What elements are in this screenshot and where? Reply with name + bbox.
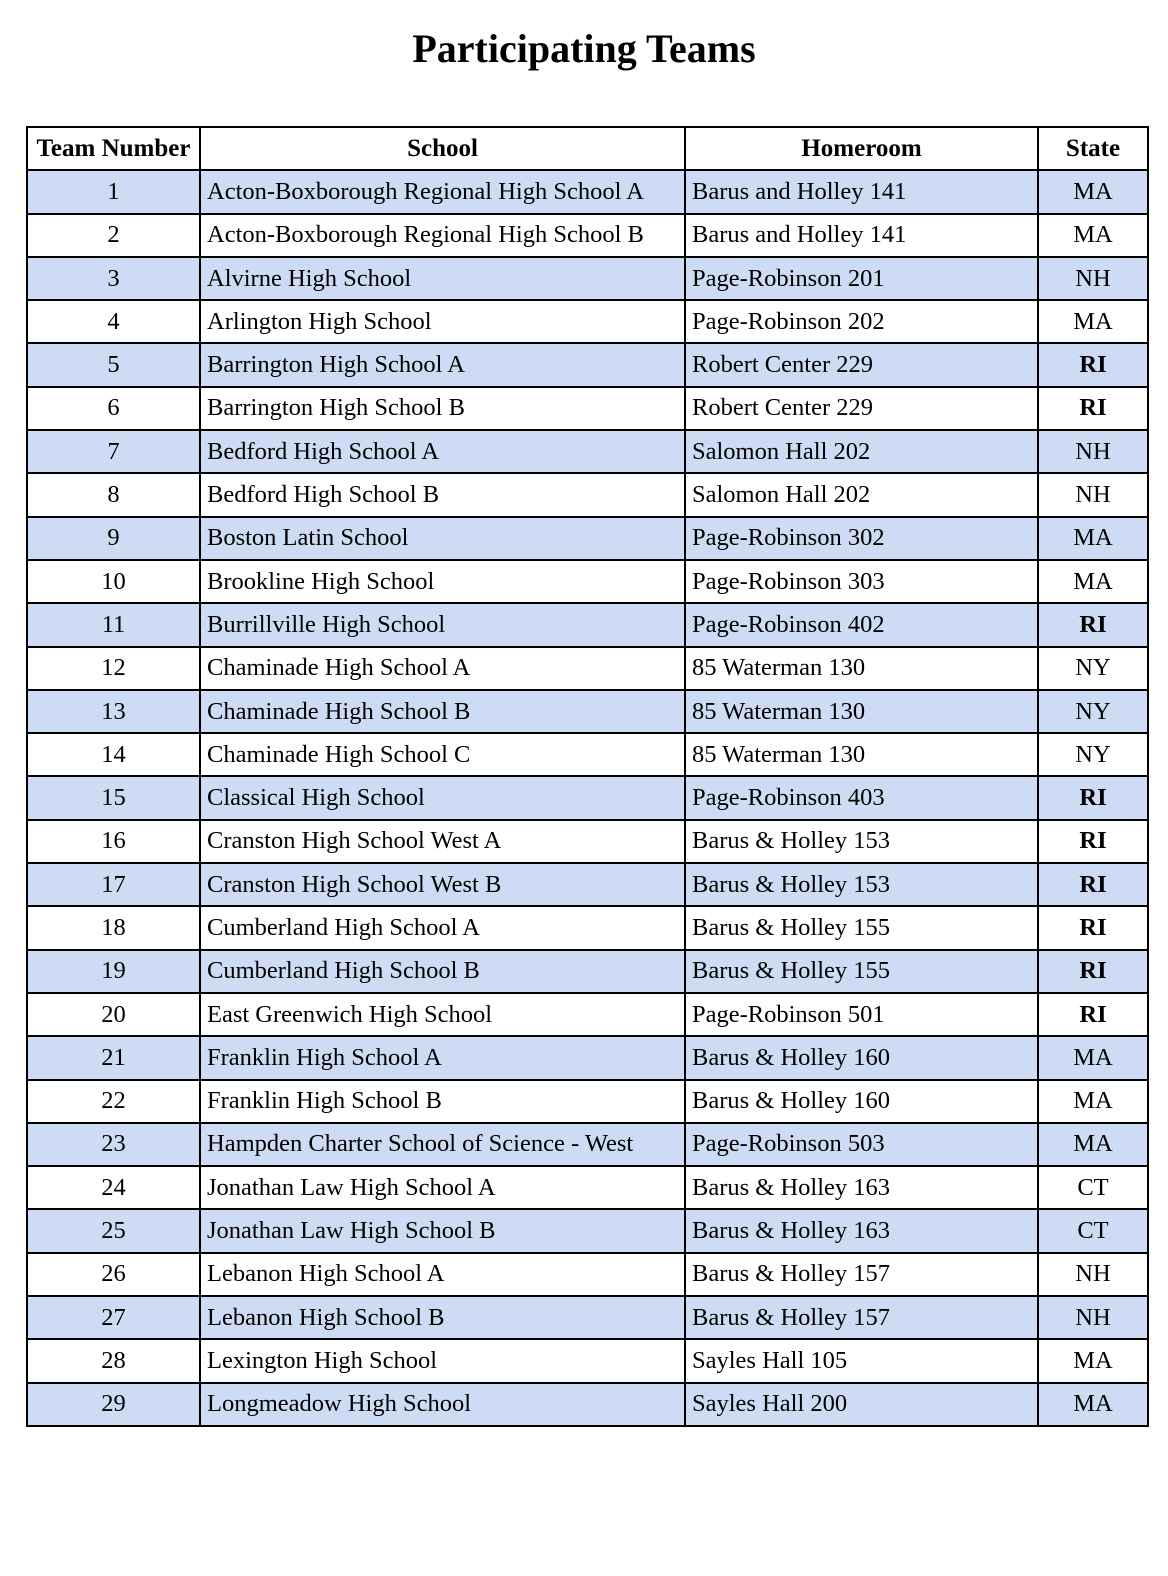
team-number-cell: 26 bbox=[27, 1253, 200, 1296]
homeroom-cell: Page-Robinson 302 bbox=[685, 517, 1038, 560]
team-number-cell: 21 bbox=[27, 1036, 200, 1079]
table-row bbox=[27, 1209, 1148, 1252]
table-body bbox=[27, 170, 1148, 1426]
state-cell: MA bbox=[1038, 170, 1148, 213]
homeroom-cell: 85 Waterman 130 bbox=[685, 733, 1038, 776]
school-cell: Lebanon High School B bbox=[200, 1296, 685, 1339]
homeroom-cell: Barus & Holley 157 bbox=[685, 1296, 1038, 1339]
team-number-cell: 18 bbox=[27, 906, 200, 949]
table-row bbox=[27, 1383, 1148, 1426]
state-cell: RI bbox=[1038, 603, 1148, 646]
table-row bbox=[27, 690, 1148, 733]
table-row bbox=[27, 1080, 1148, 1123]
state-cell: RI bbox=[1038, 993, 1148, 1036]
homeroom-cell: Sayles Hall 200 bbox=[685, 1383, 1038, 1426]
team-number-cell: 14 bbox=[27, 733, 200, 776]
table-row bbox=[27, 473, 1148, 516]
header-school: School bbox=[200, 127, 685, 170]
school-cell: East Greenwich High School bbox=[200, 993, 685, 1036]
school-cell: Boston Latin School bbox=[200, 517, 685, 560]
homeroom-cell: Barus & Holley 160 bbox=[685, 1080, 1038, 1123]
team-number-cell: 9 bbox=[27, 517, 200, 560]
homeroom-cell: Page-Robinson 403 bbox=[685, 776, 1038, 819]
homeroom-cell: Barus and Holley 141 bbox=[685, 214, 1038, 257]
state-cell: NY bbox=[1038, 690, 1148, 733]
team-number-cell: 23 bbox=[27, 1123, 200, 1166]
school-cell: Barrington High School A bbox=[200, 343, 685, 386]
state-cell: NY bbox=[1038, 647, 1148, 690]
team-number-cell: 5 bbox=[27, 343, 200, 386]
table-row bbox=[27, 863, 1148, 906]
team-number-cell: 4 bbox=[27, 300, 200, 343]
teams-table bbox=[26, 126, 1149, 1427]
homeroom-cell: Barus & Holley 155 bbox=[685, 950, 1038, 993]
state-cell: NH bbox=[1038, 473, 1148, 516]
homeroom-cell: Salomon Hall 202 bbox=[685, 430, 1038, 473]
homeroom-cell: Page-Robinson 402 bbox=[685, 603, 1038, 646]
school-cell: Burrillville High School bbox=[200, 603, 685, 646]
state-cell: MA bbox=[1038, 1036, 1148, 1079]
team-number-cell: 27 bbox=[27, 1296, 200, 1339]
school-cell: Brookline High School bbox=[200, 560, 685, 603]
state-cell: CT bbox=[1038, 1166, 1148, 1209]
homeroom-cell: Salomon Hall 202 bbox=[685, 473, 1038, 516]
table-row bbox=[27, 430, 1148, 473]
table-row bbox=[27, 560, 1148, 603]
team-number-cell: 16 bbox=[27, 820, 200, 863]
table-row bbox=[27, 300, 1148, 343]
team-number-cell: 29 bbox=[27, 1383, 200, 1426]
homeroom-cell: Barus & Holley 157 bbox=[685, 1253, 1038, 1296]
school-cell: Lexington High School bbox=[200, 1339, 685, 1382]
state-cell: RI bbox=[1038, 776, 1148, 819]
school-cell: Bedford High School A bbox=[200, 430, 685, 473]
header-row bbox=[27, 127, 1148, 170]
state-cell: RI bbox=[1038, 906, 1148, 949]
state-cell: RI bbox=[1038, 863, 1148, 906]
team-number-cell: 28 bbox=[27, 1339, 200, 1382]
team-number-cell: 10 bbox=[27, 560, 200, 603]
state-cell: NH bbox=[1038, 1253, 1148, 1296]
team-number-cell: 2 bbox=[27, 214, 200, 257]
team-number-cell: 12 bbox=[27, 647, 200, 690]
state-cell: CT bbox=[1038, 1209, 1148, 1252]
table-row bbox=[27, 993, 1148, 1036]
school-cell: Lebanon High School A bbox=[200, 1253, 685, 1296]
table-row bbox=[27, 387, 1148, 430]
homeroom-cell: Page-Robinson 201 bbox=[685, 257, 1038, 300]
header-homeroom: Homeroom bbox=[685, 127, 1038, 170]
table-row bbox=[27, 1253, 1148, 1296]
school-cell: Chaminade High School A bbox=[200, 647, 685, 690]
table-row bbox=[27, 603, 1148, 646]
team-number-cell: 13 bbox=[27, 690, 200, 733]
homeroom-cell: Barus & Holley 153 bbox=[685, 863, 1038, 906]
school-cell: Hampden Charter School of Science - West bbox=[200, 1123, 685, 1166]
homeroom-cell: Page-Robinson 503 bbox=[685, 1123, 1038, 1166]
team-number-cell: 17 bbox=[27, 863, 200, 906]
school-cell: Longmeadow High School bbox=[200, 1383, 685, 1426]
table-row bbox=[27, 1166, 1148, 1209]
homeroom-cell: 85 Waterman 130 bbox=[685, 690, 1038, 733]
school-cell: Cumberland High School B bbox=[200, 950, 685, 993]
page-title: Participating Teams bbox=[412, 26, 756, 71]
school-cell: Alvirne High School bbox=[200, 257, 685, 300]
school-cell: Chaminade High School C bbox=[200, 733, 685, 776]
team-number-cell: 8 bbox=[27, 473, 200, 516]
team-number-cell: 3 bbox=[27, 257, 200, 300]
team-number-cell: 20 bbox=[27, 993, 200, 1036]
table-row bbox=[27, 1296, 1148, 1339]
homeroom-cell: Barus & Holley 160 bbox=[685, 1036, 1038, 1079]
state-cell: NH bbox=[1038, 430, 1148, 473]
table-row bbox=[27, 733, 1148, 776]
school-cell: Acton-Boxborough Regional High School A bbox=[200, 170, 685, 213]
homeroom-cell: 85 Waterman 130 bbox=[685, 647, 1038, 690]
team-number-cell: 19 bbox=[27, 950, 200, 993]
school-cell: Cranston High School West A bbox=[200, 820, 685, 863]
state-cell: MA bbox=[1038, 560, 1148, 603]
team-number-cell: 11 bbox=[27, 603, 200, 646]
school-cell: Franklin High School B bbox=[200, 1080, 685, 1123]
state-cell: RI bbox=[1038, 343, 1148, 386]
school-cell: Jonathan Law High School A bbox=[200, 1166, 685, 1209]
table-row bbox=[27, 257, 1148, 300]
state-cell: MA bbox=[1038, 1080, 1148, 1123]
state-cell: MA bbox=[1038, 1383, 1148, 1426]
state-cell: MA bbox=[1038, 1339, 1148, 1382]
school-cell: Franklin High School A bbox=[200, 1036, 685, 1079]
homeroom-cell: Barus & Holley 153 bbox=[685, 820, 1038, 863]
team-number-cell: 24 bbox=[27, 1166, 200, 1209]
state-cell: MA bbox=[1038, 1123, 1148, 1166]
school-cell: Classical High School bbox=[200, 776, 685, 819]
table-row bbox=[27, 1339, 1148, 1382]
homeroom-cell: Barus and Holley 141 bbox=[685, 170, 1038, 213]
header-state: State bbox=[1038, 127, 1148, 170]
state-cell: MA bbox=[1038, 517, 1148, 560]
table-row bbox=[27, 1036, 1148, 1079]
team-number-cell: 1 bbox=[27, 170, 200, 213]
homeroom-cell: Page-Robinson 303 bbox=[685, 560, 1038, 603]
team-number-cell: 25 bbox=[27, 1209, 200, 1252]
table-row bbox=[27, 906, 1148, 949]
state-cell: NH bbox=[1038, 1296, 1148, 1339]
state-cell: MA bbox=[1038, 214, 1148, 257]
table-row bbox=[27, 950, 1148, 993]
homeroom-cell: Page-Robinson 501 bbox=[685, 993, 1038, 1036]
header-team-number: Team Number bbox=[27, 127, 200, 170]
state-cell: NH bbox=[1038, 257, 1148, 300]
table-row bbox=[27, 776, 1148, 819]
state-cell: NY bbox=[1038, 733, 1148, 776]
school-cell: Cumberland High School A bbox=[200, 906, 685, 949]
school-cell: Jonathan Law High School B bbox=[200, 1209, 685, 1252]
homeroom-cell: Robert Center 229 bbox=[685, 343, 1038, 386]
school-cell: Acton-Boxborough Regional High School B bbox=[200, 214, 685, 257]
state-cell: RI bbox=[1038, 387, 1148, 430]
school-cell: Bedford High School B bbox=[200, 473, 685, 516]
team-number-cell: 6 bbox=[27, 387, 200, 430]
homeroom-cell: Sayles Hall 105 bbox=[685, 1339, 1038, 1382]
homeroom-cell: Barus & Holley 163 bbox=[685, 1166, 1038, 1209]
state-cell: RI bbox=[1038, 950, 1148, 993]
homeroom-cell: Barus & Holley 155 bbox=[685, 906, 1038, 949]
table-row bbox=[27, 343, 1148, 386]
school-cell: Cranston High School West B bbox=[200, 863, 685, 906]
table-header bbox=[27, 127, 1148, 170]
table-row bbox=[27, 170, 1148, 213]
state-cell: RI bbox=[1038, 820, 1148, 863]
table-row bbox=[27, 517, 1148, 560]
table-row bbox=[27, 214, 1148, 257]
homeroom-cell: Barus & Holley 163 bbox=[685, 1209, 1038, 1252]
homeroom-cell: Robert Center 229 bbox=[685, 387, 1038, 430]
table-row bbox=[27, 1123, 1148, 1166]
table-row bbox=[27, 820, 1148, 863]
team-number-cell: 15 bbox=[27, 776, 200, 819]
school-cell: Chaminade High School B bbox=[200, 690, 685, 733]
team-number-cell: 22 bbox=[27, 1080, 200, 1123]
school-cell: Arlington High School bbox=[200, 300, 685, 343]
team-number-cell: 7 bbox=[27, 430, 200, 473]
state-cell: MA bbox=[1038, 300, 1148, 343]
school-cell: Barrington High School B bbox=[200, 387, 685, 430]
homeroom-cell: Page-Robinson 202 bbox=[685, 300, 1038, 343]
table-row bbox=[27, 647, 1148, 690]
